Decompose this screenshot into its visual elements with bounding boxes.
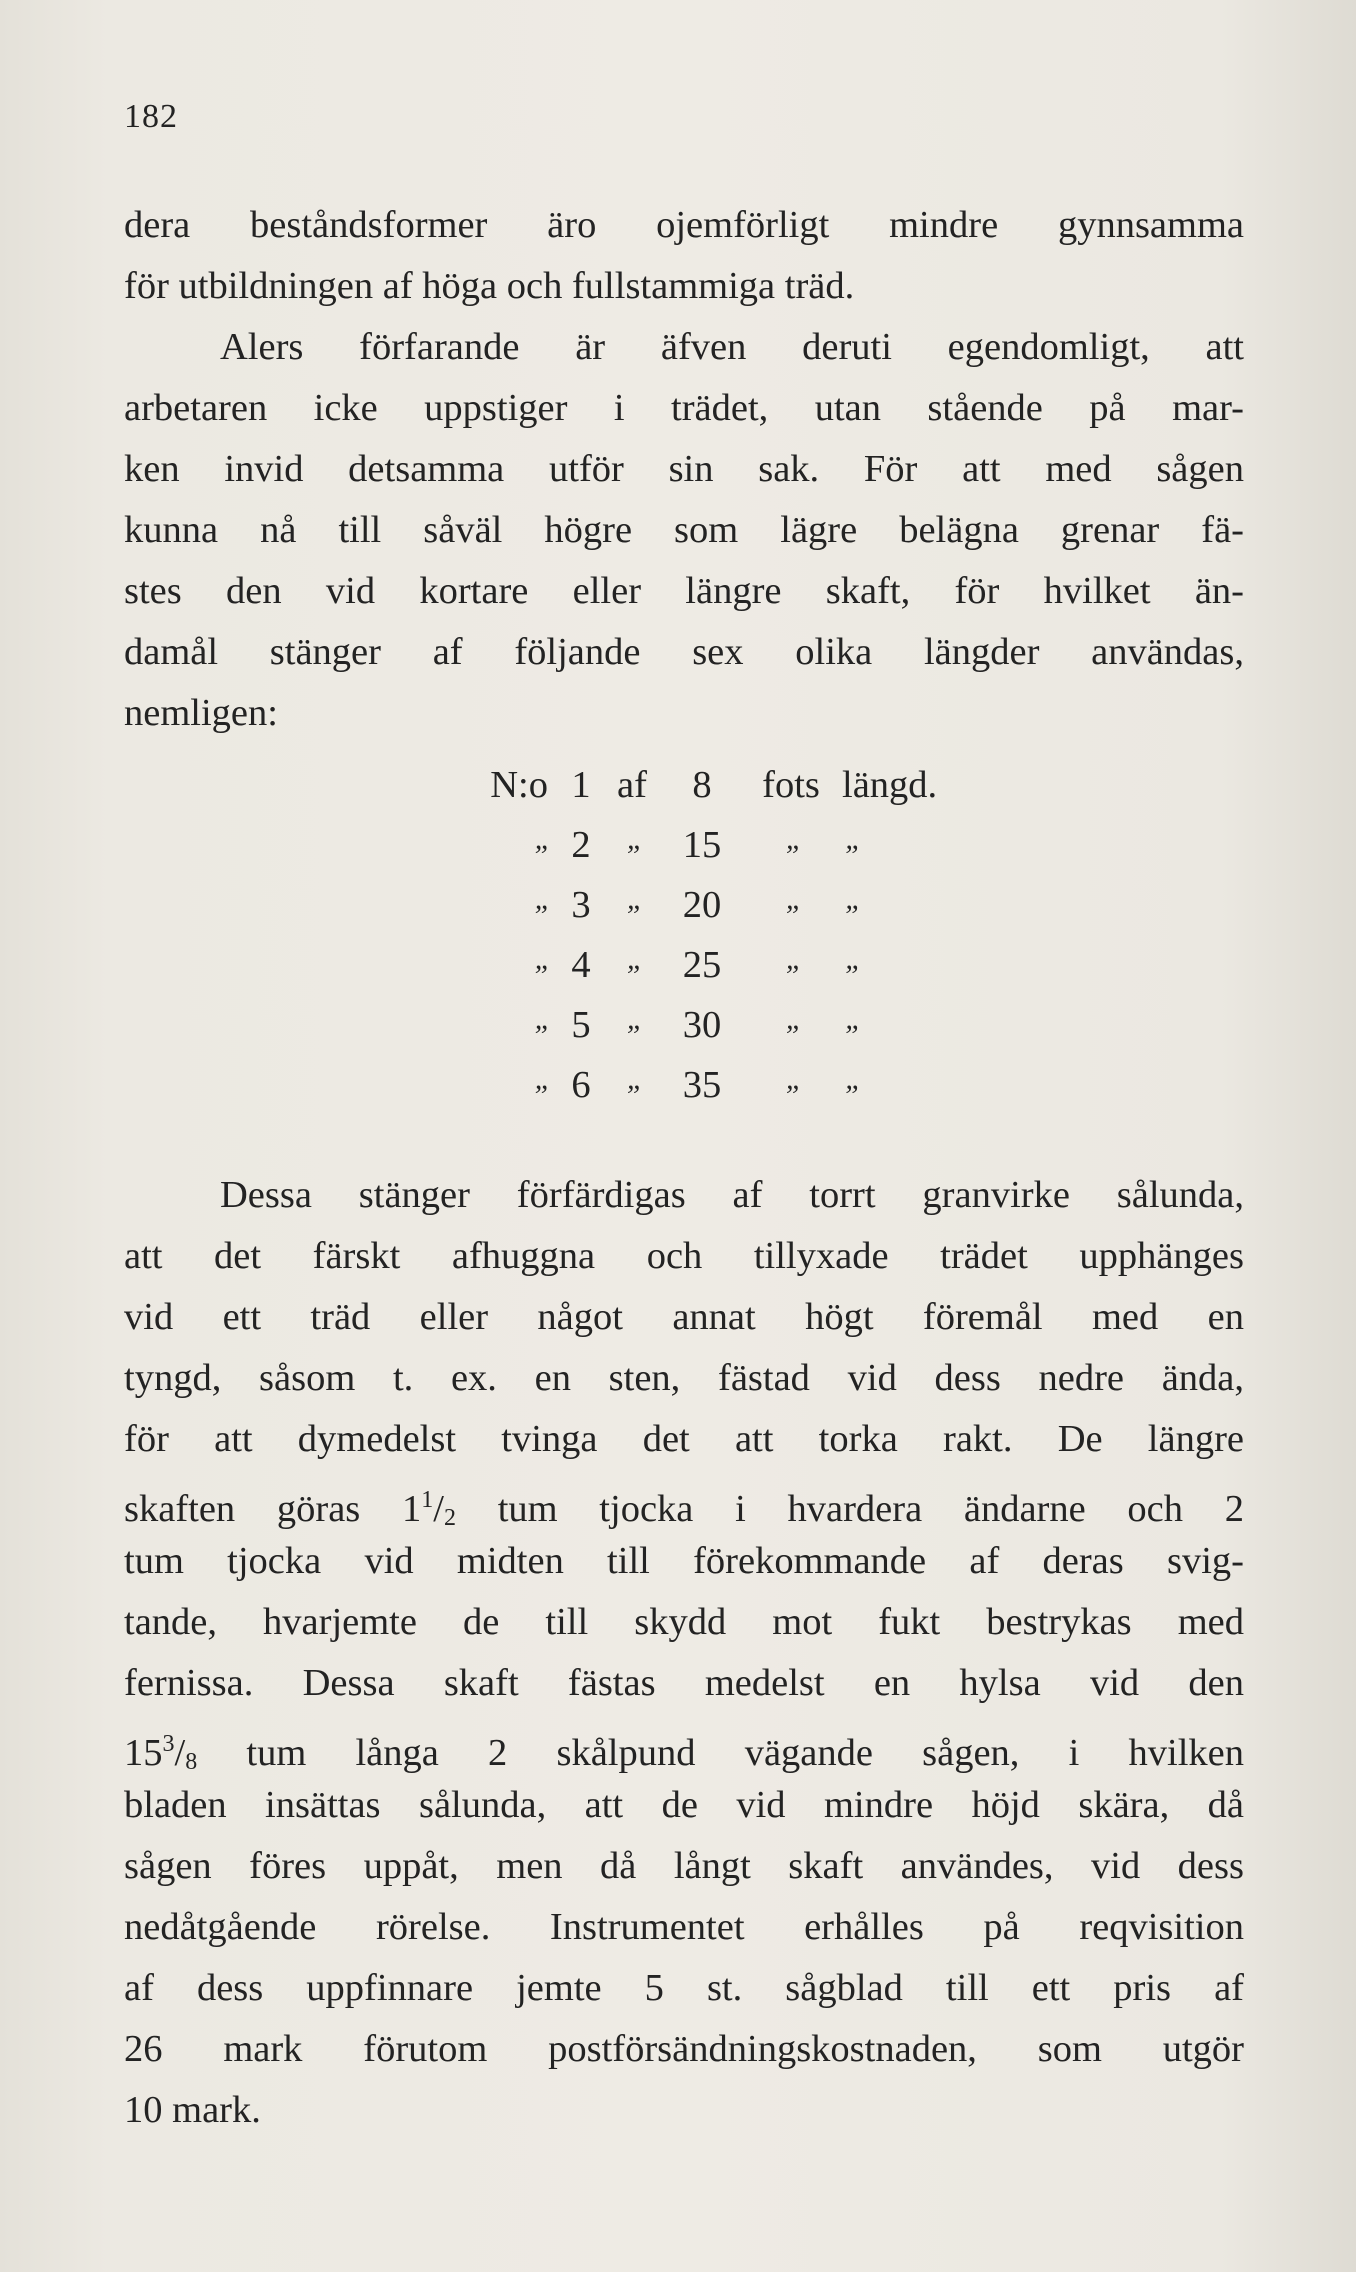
text-fragment: skaften göras 1	[124, 1488, 422, 1530]
ditto-mark: ”	[842, 1079, 859, 1112]
ditto-mark: ”	[842, 839, 859, 872]
cell-length: 15	[682, 824, 722, 866]
ditto-mark: ”	[623, 1019, 641, 1052]
text-line: för att dymedelst tvinga det att torka rakt. De längre	[124, 1418, 1244, 1460]
paragraph-1	[124, 195, 1244, 744]
cell-number: 2	[571, 824, 591, 866]
ditto-mark: ”	[531, 1079, 548, 1112]
text-line: ken invid detsamma utför sin sak. För att med sågen	[124, 448, 1244, 490]
ditto-mark: ”	[623, 959, 641, 992]
cell-length: 25	[682, 944, 722, 986]
text-line: nemligen:	[124, 692, 278, 734]
cell-no: N:o	[490, 764, 548, 806]
fraction-denominator: 8	[185, 1749, 198, 1775]
cell-number: 1	[571, 764, 591, 806]
ditto-mark: ”	[782, 1019, 800, 1052]
cell-fots: fots	[762, 764, 820, 806]
text-line: 10 mark.	[124, 2089, 261, 2131]
table-row	[440, 875, 946, 935]
text-line: Alers förfarande är äfven deruti egendomligt, att	[220, 326, 1244, 368]
ditto-mark: ”	[623, 1079, 641, 1112]
cell-langd: längd.	[842, 764, 938, 806]
text-line: att det färskt afhuggna och tillyxade trädet upphänges	[124, 1235, 1244, 1277]
cell-length: 35	[682, 1064, 722, 1106]
text-line: tande, hvarjemte de till skydd mot fukt bestrykas med	[124, 1601, 1244, 1643]
text-line: tyngd, såsom t. ex. en sten, fästad vid dess nedre ända,	[124, 1357, 1244, 1399]
text-line: damål stänger af följande sex olika längder användas,	[124, 631, 1244, 673]
text-line: vid ett träd eller något annat högt föremål med en	[124, 1296, 1244, 1338]
table-row	[440, 755, 946, 815]
cell-length: 20	[682, 884, 722, 926]
ditto-mark: ”	[531, 839, 548, 872]
text-line: nedåtgående rörelse. Instrumentet erhålles på reqvisition	[124, 1906, 1244, 1948]
cell-number: 3	[571, 884, 591, 926]
ditto-mark: ”	[842, 899, 859, 932]
cell-af: af	[617, 764, 647, 806]
text-line: kunna nå till såväl högre som lägre belägna grenar fä-	[124, 509, 1244, 551]
cell-number: 4	[571, 944, 591, 986]
ditto-mark: ”	[782, 1079, 800, 1112]
table-row	[440, 995, 946, 1055]
table-row	[440, 1055, 946, 1115]
cell-length: 8	[692, 764, 712, 806]
text-fragment: tum tjocka i hvardera ändarne och 2	[455, 1488, 1244, 1530]
page-number: 182	[124, 98, 178, 135]
ditto-mark: ”	[623, 899, 641, 932]
ditto-mark: ”	[531, 959, 548, 992]
ditto-mark: ”	[531, 899, 548, 932]
text-line: fernissa. Dessa skaft fästas medelst en hylsa vid den	[124, 1662, 1244, 1704]
table-row	[440, 815, 946, 875]
cell-number: 5	[571, 1004, 591, 1046]
fraction-denominator: 2	[443, 1505, 456, 1531]
ditto-mark: ”	[782, 959, 800, 992]
table-row	[440, 935, 946, 995]
text-line: 26 mark förutom postförsändningskostnaden, som utgör	[124, 2028, 1244, 2070]
paragraph-2	[124, 1165, 1244, 2141]
length-table	[440, 755, 946, 1115]
ditto-mark: ”	[623, 839, 641, 872]
cell-length: 30	[682, 1004, 722, 1046]
ditto-mark: ”	[782, 899, 800, 932]
text-line: skaften göras $1^1/_2$ tum tjocka i hvardera ändarne och 2	[124, 1487, 1244, 1531]
text-line: Dessa stänger förfärdigas af torrt granvirke sålunda,	[220, 1174, 1244, 1216]
ditto-mark: ”	[782, 839, 800, 872]
ditto-mark: ”	[842, 959, 859, 992]
text-line: tum tjocka vid midten till förekommande af deras svig-	[124, 1540, 1244, 1582]
text-line: för utbildningen af höga och fullstammiga träd.	[124, 265, 855, 307]
text-fragment: tum långa 2 skålpund vägande sågen, i hvilken	[197, 1732, 1244, 1774]
text-line: af dess uppfinnare jemte 5 st. sågblad till ett pris af	[124, 1967, 1244, 2009]
text-line: arbetaren icke uppstiger i trädet, utan stående på mar-	[124, 387, 1244, 429]
text-line: bladen insättas sålunda, att de vid mindre höjd skära, då	[124, 1784, 1244, 1826]
text-line: $15^3/_8$ tum långa 2 skålpund vägande sågen, i hvilken	[124, 1731, 1244, 1775]
text-line: dera beståndsformer äro ojemförligt mindre gynnsamma	[124, 204, 1244, 246]
cell-number: 6	[571, 1064, 591, 1106]
text-line: sågen föres uppåt, men då långt skaft användes, vid dess	[124, 1845, 1244, 1887]
ditto-mark: ”	[531, 1019, 548, 1052]
ditto-mark: ”	[842, 1019, 859, 1052]
text-fragment: 15	[124, 1732, 163, 1774]
text-line: stes den vid kortare eller längre skaft, för hvilket än-	[124, 570, 1244, 612]
fraction-numerator: 3	[162, 1731, 175, 1757]
fraction-numerator: 1	[421, 1487, 434, 1513]
